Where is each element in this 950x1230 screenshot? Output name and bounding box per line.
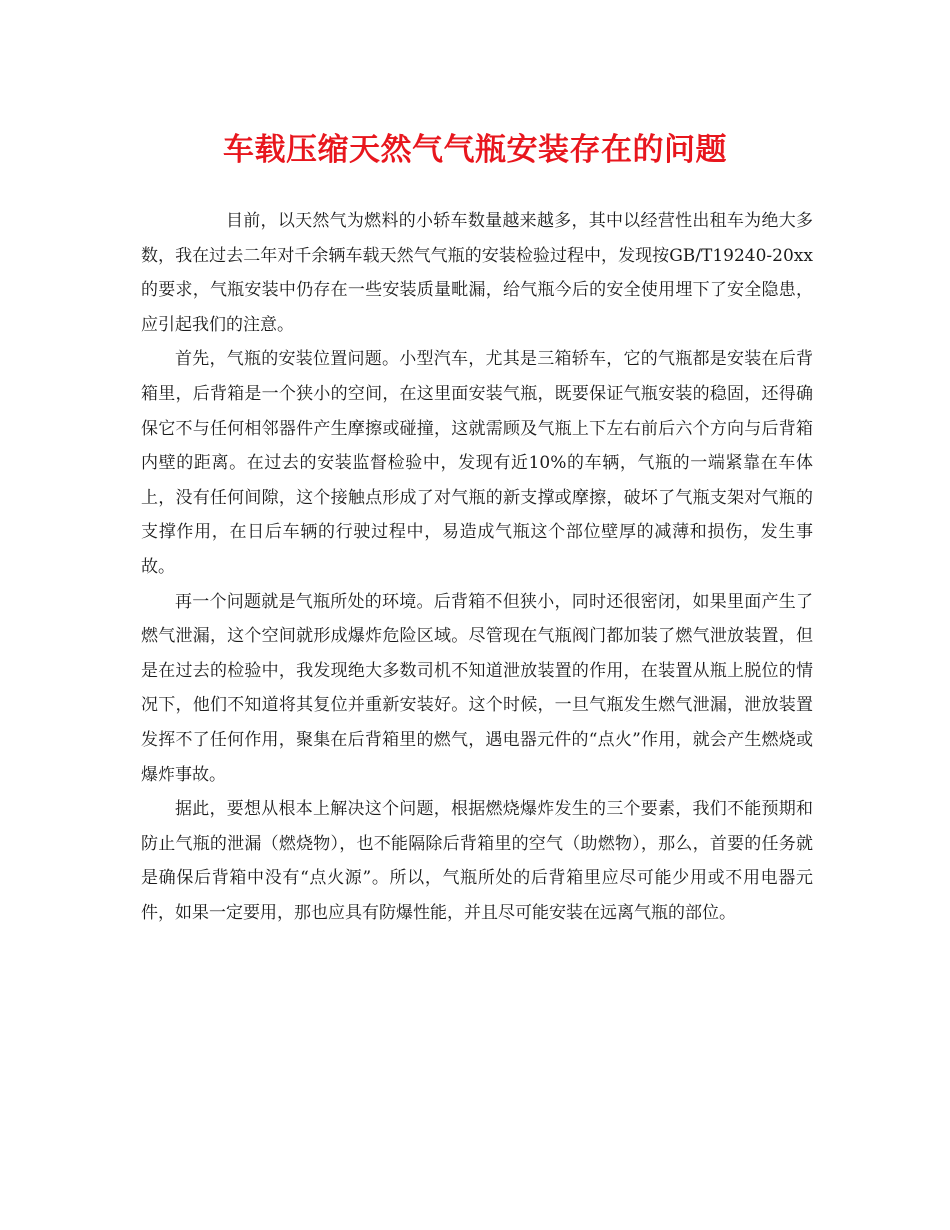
paragraph-environment: 再一个问题就是气瓶所处的环境。后背箱不但狭小，同时还很密闭，如果里面产生了燃气泄漏，这个空间就形成爆炸危险区域。尽管现在气瓶阀门都加装了燃气泄放装置，但是在过去的检验中，我发现绝大多数司机不知道泄放装置的作用，在装置从瓶上脱位的情况下，他们不知道将其复位并重新安装好。这个时候，一旦气瓶发生燃气泄漏，泄放装置发挥不了任何作用，聚集在后背箱里的燃气，遇电器元件的“点火”作用，就会产生燃烧或爆炸事故。 <box>141 591 813 785</box>
document-title: 车载压缩天然气气瓶安装存在的问题 <box>223 132 727 168</box>
document-body <box>141 204 813 930</box>
paragraph-installation-position: 首先，气瓶的安装位置问题。小型汽车，尤其是三箱轿车，它的气瓶都是安装在后背箱里，后背箱是一个狭小的空间，在这里面安装气瓶，既要保证气瓶安装的稳固，还得确保它不与任何相邻器件产生摩擦或碰撞，这就需顾及气瓶上下左右前后六个方向与后背箱内壁的距离。在过去的安装监督检验中，发现有近10%的车辆，气瓶的一端紧靠在车体上，没有任何间隙，这个接触点形成了对气瓶的新支撑或摩擦，破坏了气瓶支架对气瓶的支撑作用，在日后车辆的行驶过程中，易造成气瓶这个部位壁厚的减薄和损伤，发生事故。 <box>141 349 813 577</box>
paragraph-intro: 目前，以天然气为燃料的小轿车数量越来越多，其中以经营性出租车为绝大多数，我在过去二年对千余辆车载天然气气瓶的安装检验过程中，发现按GB/T19240-20xx的要求，气瓶安装中仍存在一些安装质量毗漏，给气瓶今后的安全使用埋下了安全隐患，应引起我们的注意。 <box>141 211 813 335</box>
paragraph-conclusion: 据此，要想从根本上解决这个问题，根据燃烧爆炸发生的三个要素，我们不能预期和防止气瓶的泄漏（燃烧物），也不能隔除后背箱里的空气（助燃物），那么，首要的任务就是确保后背箱中没有“点火源”。所以，气瓶所处的后背箱里应尽可能少用或不用电器元件，如果一定要用，那也应具有防爆性能，并且尽可能安装在远离气瓶的部位。 <box>141 799 813 923</box>
